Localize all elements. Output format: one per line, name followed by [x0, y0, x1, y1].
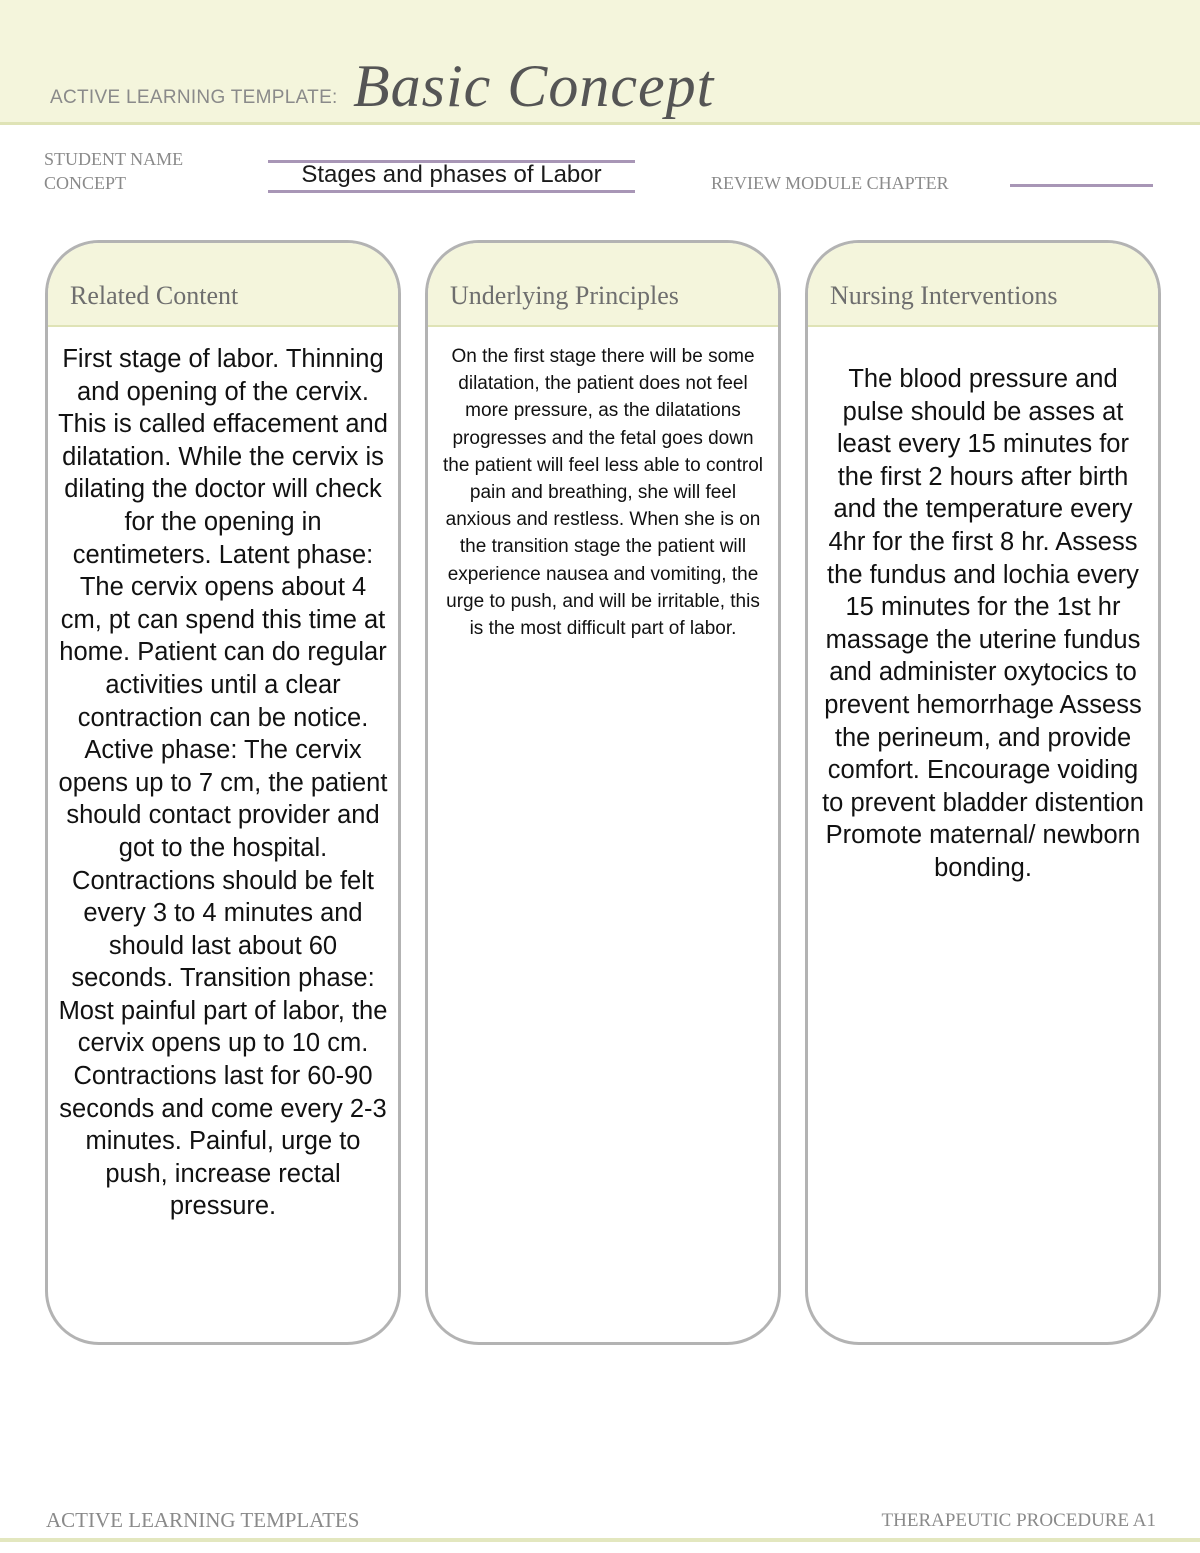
nursing-interventions-panel: [805, 240, 1161, 1345]
panel-header: [808, 243, 1158, 327]
underlying-principles-panel: [425, 240, 781, 1345]
footer-template-name: ACTIVE LEARNING TEMPLATES: [46, 1508, 360, 1532]
panel-header: [428, 243, 778, 327]
review-module-chapter-field[interactable]: [1010, 184, 1153, 187]
concept-label: CONCEPT: [44, 173, 127, 193]
related-content-panel: [45, 240, 401, 1345]
footer-divider: [0, 1538, 1200, 1542]
concept-field[interactable]: Stages and phases of Labor: [268, 160, 635, 193]
template-title: Basic Concept: [353, 53, 715, 119]
related-content-text[interactable]: First stage of labor. Thinning and opening of the cervix. This is called effacement and dilatation. While the cervix is dilating the doctor will check for the opening in centimeters. Latent phase: The cervix opens about 4 cm, pt can spend this time at home. Patient can do regular activities until a clear contraction can be notice. Active phase: The cervix opens up to 7 cm, the patient should contact provider and got to the hospital. Contractions should be felt every 3 to 4 minutes and should last about 60 seconds. Transition phase: Most painful part of labor, the cervix opens up to 10 cm. Contractions last for 60-90 seconds and come every 2-3 minutes. Painful, urge to push, increase rectal pressure.: [58, 345, 388, 1221]
nursing-interventions-title: Nursing Interventions: [830, 281, 1058, 310]
underlying-principles-text[interactable]: On the first stage there will be some dilatation, the patient does not feel more pressure, as the dilatations progresses and the fetal goes down the patient will feel less able to control pain and breathing, she will feel anxious and restless. When she is on the transition stage the patient will experience nausea and vomiting, the urge to push, and will be irritable, this is the most difficult part of labor.: [442, 346, 763, 640]
panel-header: [48, 243, 398, 327]
nursing-interventions-text[interactable]: The blood pressure and pulse should be asses at least every 15 minutes for the first 2 hours after birth and the temperature every 4hr for the first 8 hr. Assess the fundus and lochia every 15 minutes for the 1st hr massage the uterine fundus and administer oxytocics to prevent hemorrhage Assess the perineum, and provide comfort. Encourage voiding to prevent bladder distention Promote maternal/ newborn bonding.: [822, 365, 1144, 882]
related-content-title: Related Content: [70, 281, 239, 310]
student-name-label: STUDENT NAME: [44, 149, 184, 169]
footer-procedure-label: THERAPEUTIC PROCEDURE A1: [881, 1510, 1156, 1531]
review-module-label: REVIEW MODULE CHAPTER: [711, 173, 949, 193]
underlying-principles-title: Underlying Principles: [450, 281, 679, 310]
template-label: ACTIVE LEARNING TEMPLATE:: [50, 87, 338, 108]
